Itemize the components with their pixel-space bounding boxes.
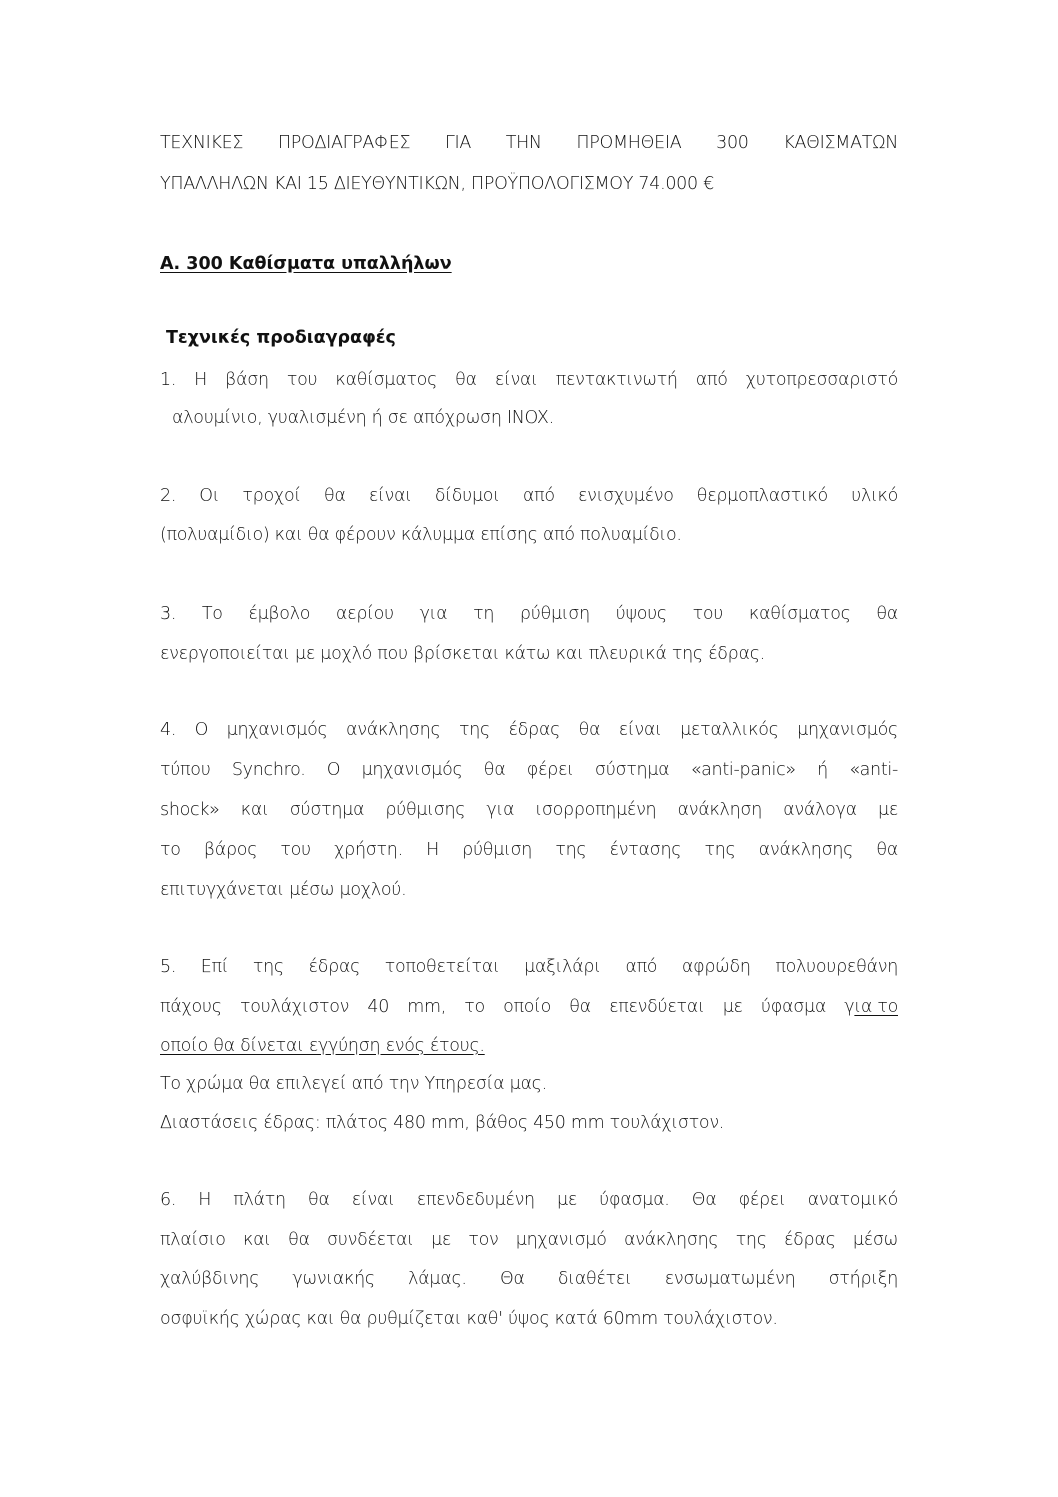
item-6-line-2: πλαίσιο και θα συνδέεται με τον μηχανισμό ανάκλησης της έδρας μέσω (160, 1230, 898, 1250)
item-2-line-1: 2. Οι τροχοί θα είναι δίδυμοι από ενισχυμένο θερμοπλαστικό υλικό (160, 486, 898, 506)
item-3-line-1: 3. Το έμβολο αερίου για τη ρύθμιση ύψους του καθίσματος θα (160, 604, 898, 624)
document-title-line-2: ΥΠΑΛΛΗΛΩΝ ΚΑΙ 15 ΔΙΕΥΘΥΝΤΙΚΩΝ, ΠΡΟΫΠΟΛΟΓΙΣΜΟΥ 74.000 € (160, 174, 714, 194)
item-5-line-1: 5. Επί της έδρας τοποθετείται μαξιλάρι από αφρώδη πολυουρεθάνη (160, 957, 898, 977)
item-6-line-3: χαλύβδινης γωνιακής λάμας. Θα διαθέτει ενσωματωμένη στήριξη (160, 1269, 898, 1289)
item-3-line-2: ενεργοποιείται με μοχλό που βρίσκεται κάτω και πλευρικά της έδρας. (160, 644, 765, 664)
document-title-line-1: ΤΕΧΝΙΚΕΣ ΠΡΟΔΙΑΓΡΑΦΕΣ ΓΙΑ ΤΗΝ ΠΡΟΜΗΘΕΙΑ 300 ΚΑΘΙΣΜΑΤΩΝ (160, 133, 898, 153)
item-4-line-3: shock» και σύστημα ρύθμισης για ισορροπημένη ανάκληση ανάλογα με (160, 800, 898, 820)
item-4-line-4: το βάρος του χρήστη. Η ρύθμιση της έντασης της ανάκλησης θα (160, 840, 898, 860)
item-5-dimensions: Διαστάσεις έδρας: πλάτος 480 mm, βάθος 450 mm τουλάχιστον. (160, 1113, 725, 1133)
item-4-line-2: τύπου Synchro. Ο μηχανισμός θα φέρει σύστημα «anti-panic» ή «anti- (160, 760, 898, 780)
section-heading: Α. 300 Καθίσματα υπαλλήλων (160, 254, 452, 274)
item-6-line-1: 6. Η πλάτη θα είναι επενδεδυμένη με ύφασμα. Θα φέρει ανατομικό (160, 1190, 898, 1210)
item-6-line-4: οσφυϊκής χώρας και θα ρυθμίζεται καθ' ύψος κατά 60mm τουλάχιστον. (160, 1309, 778, 1329)
item-4-line-1: 4. Ο μηχανισμός ανάκλησης της έδρας θα είναι μεταλλικός μηχανισμός (160, 720, 898, 740)
item-5-line-2-underlined: ια το (854, 997, 898, 1017)
item-2-line-2: (πολυαμίδιο) και θα φέρουν κάλυμμα επίσης από πολυαμίδιο. (160, 525, 682, 545)
item-5-line-2 (160, 995, 898, 1019)
item-4-line-5: επιτυγχάνεται μέσω μοχλού. (160, 880, 407, 900)
item-5-color-note: Το χρώμα θα επιλεγεί από την Υπηρεσία μας. (160, 1074, 547, 1094)
item-5-line-2-text: πάχους τουλάχιστον 40 mm, το οποίο θα επενδύεται με ύφασμα γ (160, 997, 855, 1017)
item-5-line-3-underlined: οποίο θα δίνεται εγγύηση ενός έτους. (160, 1036, 485, 1056)
subheading: Τεχνικές προδιαγραφές (166, 328, 396, 348)
item-1-line-2: αλουμίνιο, γυαλισμένη ή σε απόχρωση INOX. (172, 408, 554, 428)
item-1-line-1: 1. Η βάση του καθίσματος θα είναι πεντακτινωτή από χυτοπρεσσαριστό (160, 370, 898, 390)
